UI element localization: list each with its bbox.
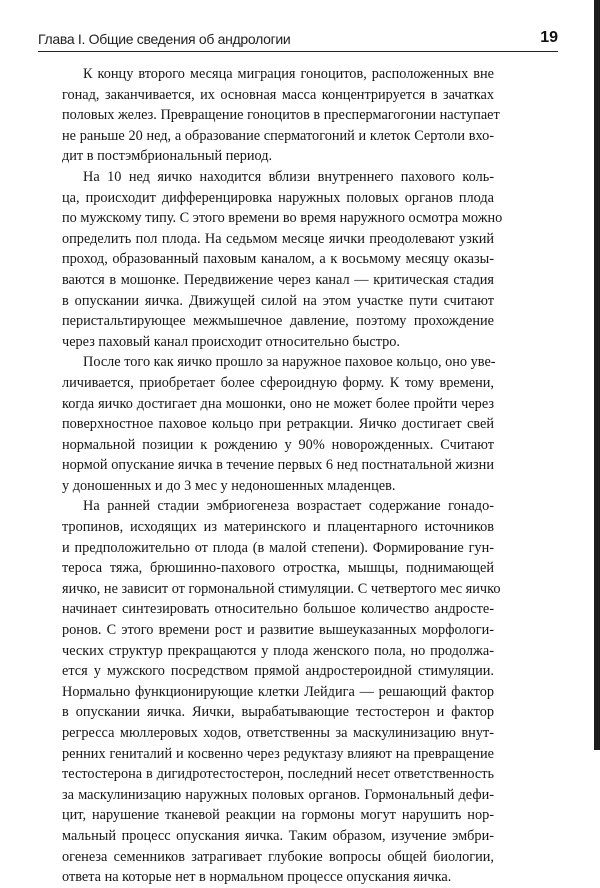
paragraph-line: начинает синтезировать относительно большое количество андростe-	[62, 601, 494, 618]
header-rule	[38, 51, 558, 52]
paragraph-line: ческих структур прекращаются у плода женского пола, но продолжа-	[62, 642, 494, 659]
paragraph-line: дит в постэмбриональный период.	[62, 148, 273, 165]
paragraph-line: Нормально функционирующие клетки Лейдига — решающий фактор	[62, 683, 494, 700]
paragraph-line: определить пол плода. На седьмом месяце яички преодолевают узкий	[62, 230, 494, 247]
paragraph	[62, 64, 500, 167]
paragraph-line: перистальтирующее межмышечное давление, поэтому прохождение	[62, 313, 494, 330]
paragraph-line: огенеза семенников затрагивает глубокие вопросы общей биологии,	[62, 848, 494, 865]
paragraph-line: нормальной позиции к рождению у 90% новорожденных. Считают	[62, 436, 494, 453]
paragraph-line: когда яичко достигает дна мошонки, оно не может более пройти через	[62, 395, 494, 412]
paragraph-line: за маскулинизацию наружных половых органов. Гормональный дефи-	[62, 786, 494, 803]
paragraph-line: гонад, заканчивается, их основная масса концентрируется в зачатках	[62, 86, 494, 103]
paragraph-line: К концу второго месяца миграция гоноцитов, расположенных вне	[83, 66, 494, 82]
page-number: 19	[540, 29, 558, 46]
paragraph-line: нормой опускание яичка в течение первых 6 нед постнатальной жизни	[62, 457, 494, 474]
paragraph-line: у доношенных и до 3 мес у недоношенных младенцев.	[62, 477, 396, 494]
running-title: Глава I. Общие сведения об андрологии	[38, 31, 291, 47]
paragraph-line: ваются в мошонке. Передвижение через канал — критическая стадия	[62, 271, 494, 288]
paragraph-line: После того как яичко прошло за наружное паховое кольцо, оно уве-	[83, 354, 496, 371]
paragraph-line: На ранней стадии эмбриогенеза возрастает содержание гонадо-	[83, 498, 494, 515]
paragraph	[62, 352, 494, 496]
body-text	[62, 64, 503, 888]
paragraph-line: не раньше 20 нед, а образование сперматогоний и клеток Сертоли вхо-	[62, 127, 494, 144]
paragraph-line: ца, происходит дифференцировка наружных половых органов плода	[62, 189, 494, 206]
paragraph-line: поверхностное паховое кольцо при ретракции. Яичко достигает свей	[62, 416, 494, 433]
paragraph-line: яичко, не зависит от гормональной стимуляции. С четвертого мес яичко	[62, 580, 501, 597]
paragraph-line: через паховый канал происходит относительно быстро.	[62, 333, 401, 350]
running-head	[38, 29, 558, 51]
paragraph-line: регресса мюллеровых ходов, ответственны за маскулинизацию внут-	[62, 725, 494, 741]
paragraph-line: и предположительно от плода (в малой степени). Формирование гун-	[62, 539, 494, 556]
paragraph-line: в опускании яичка. Яички, вырабатывающие тестостерон и фактор	[62, 704, 494, 721]
paragraph-line: по мужскому типу. С этого времени во время наружного осмотра можно	[62, 210, 503, 227]
paragraph-line: ется у мужского посредством прямой андростероидной стимуляции.	[62, 663, 494, 680]
paragraph-line: На 10 нед яичко находится вблизи внутреннего пахового коль-	[83, 168, 494, 185]
paragraph-line: проход, образованный паховым каналом, а к восьмому месяцу оказы-	[62, 251, 494, 268]
paragraph-line: тропинов, исходящих из материнского и плацентарного источников	[62, 519, 494, 536]
paragraph-line: в опускании яичка. Движущей силой на этом участке пути считают	[62, 292, 494, 309]
paragraph-line: ронов. С этого времени рост и развитие вышеуказанных морфологи-	[62, 622, 494, 639]
paragraph-line: тестостерона в дигидротестостерон, последний несет ответственность	[62, 766, 494, 783]
paragraph-line: цит, нарушение тканевой реакции на гормоны могут нарушить нор-	[62, 807, 494, 824]
paragraph-line: тероса тяжа, брюшинно-пахового отростка, мышцы, поднимающей	[62, 560, 494, 577]
paragraph-line: ренних гениталий и косвенно через редуктазу влияют на превращение	[62, 745, 494, 762]
paragraph-line: половых желез. Превращение гоноцитов в преспермагогонии наступает	[62, 107, 500, 124]
paragraph	[62, 496, 501, 887]
paragraph-line: ответа на которые нет в нормальном процессе опускания яичка.	[62, 869, 452, 886]
page-edge-shadow	[594, 0, 600, 750]
paragraph	[62, 167, 503, 352]
paragraph-line: мальный процесс опускания яичка. Таким образом, изучение эмбри-	[62, 827, 494, 844]
paragraph-line: личивается, приобретает более сфероидную форму. К тому времени,	[62, 374, 494, 391]
